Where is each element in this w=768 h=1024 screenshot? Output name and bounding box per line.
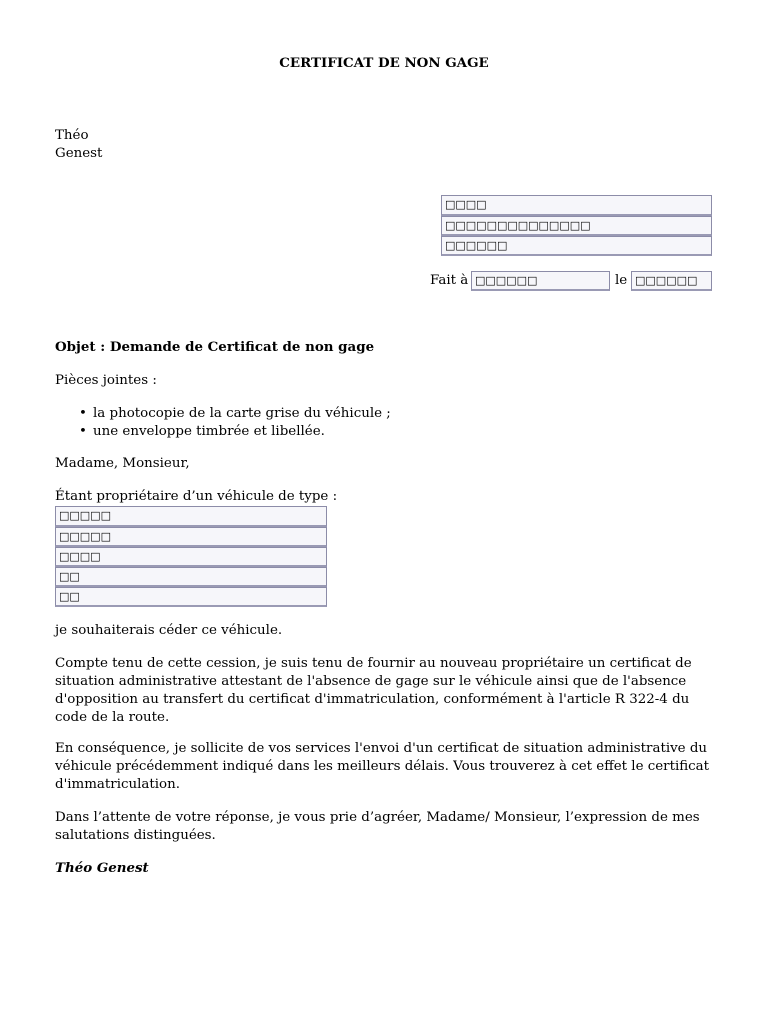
document-title: CERTIFICAT DE NON GAGE <box>279 55 489 71</box>
sender-last-name: Genest <box>55 146 103 161</box>
vehicle-field-type[interactable]: □□□□ <box>55 547 327 567</box>
body-paragraph-2: En conséquence, je sollicite de vos services l'envoi d'un certificat de situation administrative du véhicule précédemment indiqué dans les meilleurs délais. Vous trouverez à cet effet le certificat d'immatriculation. <box>55 741 710 792</box>
body-paragraph-3: Dans l’attente de votre réponse, je vous prie d’agréer, Madame/ Monsieur, l’expression de mes salutations distinguées. <box>55 810 700 843</box>
recipient-address-field[interactable]: □□□□□□□□□□□□□□ <box>441 216 712 236</box>
le-label: le <box>615 273 628 288</box>
list-item: • une enveloppe timbrée et libellée. <box>93 423 391 441</box>
vehicle-field-date[interactable]: □□ <box>55 587 327 607</box>
body-paragraph-1: Compte tenu de cette cession, je suis tenu de fournir au nouveau propriétaire un certificat de situation administrative attestant de l'absence de gage sur le véhicule ainsi que de l'absence d'opposition au transfert du certificat d'immatriculation, conformément à l'article R 322-4 du code de la route. <box>55 656 692 725</box>
sender-first-name: Théo <box>55 128 89 143</box>
signature: Théo Genest <box>55 860 149 876</box>
vehicle-field-registration[interactable]: □□ <box>55 567 327 587</box>
salutation: Madame, Monsieur, <box>55 456 190 471</box>
recipient-city-field[interactable]: □□□□□□ <box>441 236 712 256</box>
attachments-list <box>93 405 391 441</box>
sender-block <box>55 127 102 163</box>
subject-line: Objet : Demande de Certificat de non gage <box>55 339 375 355</box>
fait-a-label: Fait à <box>430 273 469 288</box>
vehicle-field-brand[interactable]: □□□□□ <box>55 506 327 527</box>
sell-line: je souhaiterais céder ce véhicule. <box>55 623 283 638</box>
date-field[interactable]: □□□□□□ <box>631 271 712 291</box>
recipient-name-field[interactable]: □□□□ <box>441 195 712 216</box>
list-item: • la photocopie de la carte grise du véhicule ; <box>93 405 391 423</box>
attachments-label: Pièces jointes : <box>55 373 157 388</box>
vehicle-field-model[interactable]: □□□□□ <box>55 527 327 547</box>
vehicle-intro: Étant propriétaire d’un véhicule de type : <box>55 489 338 504</box>
place-field[interactable]: □□□□□□ <box>471 271 610 291</box>
